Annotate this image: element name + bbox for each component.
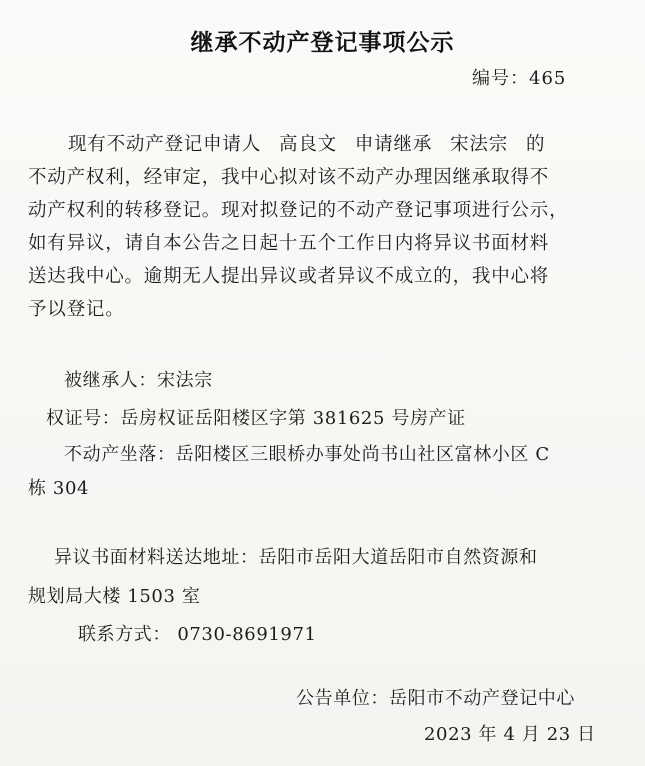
paragraph-line: 如有异议，请自本公告之日起十五个工作日内将异议书面材料 bbox=[28, 233, 550, 254]
certificate-field: 权证号：岳房权证岳阳楼区字第 381625 号房产证 bbox=[46, 408, 466, 429]
issue-date: 2023 年 4 月 23 日 bbox=[424, 724, 596, 745]
page-title: 继承不动产登记事项公示 bbox=[190, 30, 455, 56]
location-field: 不动产坐落：岳阳楼区三眼桥办事处尚书山社区富林小区 C bbox=[64, 444, 550, 465]
paragraph-line: 动产权利的转移登记。现对拟登记的不动产登记事项进行公示， bbox=[28, 200, 569, 221]
paragraph-lead: 现有不动产登记申请人 bbox=[68, 134, 262, 155]
heir-field: 被继承人：宋法宗 bbox=[64, 370, 213, 391]
paragraph-line: 不动产权利，经审定，我中心拟对该不动产办理因继承取得不 bbox=[28, 167, 550, 188]
objection-address-continued: 规划局大楼 1503 室 bbox=[28, 586, 201, 607]
paragraph-line: 予以登记。 bbox=[28, 299, 125, 320]
paragraph-mid: 申请继承 bbox=[354, 134, 433, 155]
notice-paragraph bbox=[28, 128, 608, 326]
applicant-name: 高良文 bbox=[279, 134, 337, 155]
serial-number: 编号：465 bbox=[472, 68, 567, 89]
objection-address-field: 异议书面材料送达地址：岳阳市岳阳大道岳阳市自然资源和 bbox=[54, 547, 538, 568]
paragraph-tail: 的 bbox=[526, 134, 546, 155]
paragraph-line: 送达我中心。逾期无人提出异议或者异议不成立的，我中心将 bbox=[28, 266, 550, 287]
contact-field: 联系方式： 0730-8691971 bbox=[78, 624, 317, 645]
location-field-continued: 栋 304 bbox=[28, 478, 90, 499]
deceased-name: 宋法宗 bbox=[450, 134, 509, 155]
paragraph-line bbox=[28, 128, 608, 161]
issuing-unit: 公告单位：岳阳市不动产登记中心 bbox=[296, 688, 575, 709]
